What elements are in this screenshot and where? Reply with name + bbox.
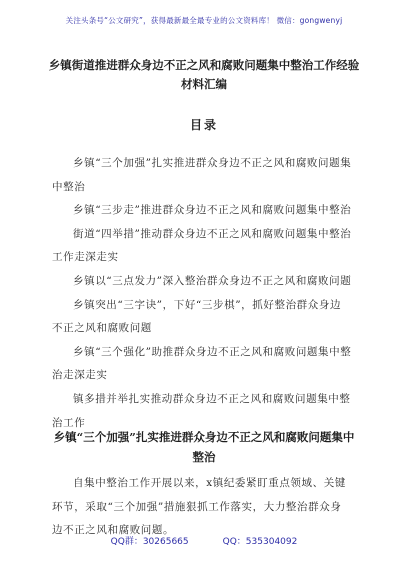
footer-qq: QQ：535304092 [222, 537, 298, 547]
toc-item[interactable]: 街道“四举措”推动群众身边不正之风和腐败问题集中整治工作走深走实 [52, 227, 352, 264]
toc-item[interactable]: 镇多措并举扎实推动群众身边不正之风和腐败问题集中整治工作 [52, 392, 351, 429]
body-paragraph: 自集中整治工作开展以来，x镇纪委紧盯重点领域、关键环节，采取“三个加强”措施狠抓工作落实，大力整治群众身边不正之风和腐败问题。 [52, 477, 346, 537]
toc-item[interactable]: 乡镇“三个加强”扎实推进群众身边不正之风和腐败问题集中整治 [52, 157, 352, 193]
section-title: 乡镇“三个加强”扎实推进群众身边不正之风和腐败问题集中整治 [53, 430, 355, 464]
toc-item[interactable]: 乡镇以“三点发力”深入整治群众身边不正之风和腐败问题 [73, 274, 352, 287]
toc-heading: 目录 [189, 118, 218, 132]
toc-item[interactable]: 乡镇“三个强化”助推群众身边不正之风和腐败问题集中整治走深走实 [52, 345, 352, 382]
document-title: 乡镇街道推进群众身边不正之风和腐败问题集中整治工作经验材料汇编 [48, 58, 360, 91]
toc-item[interactable]: 乡镇“三步走”推进群众身边不正之风和腐败问题集中整治 [73, 204, 352, 217]
footer-contact [0, 534, 408, 547]
header-note: 关注头条号“公文研究”，获得最新最全最专业的公文资料库！ 微信：gongwenyj [65, 16, 343, 25]
table-of-contents [52, 152, 352, 435]
footer-qq-group: QQ群：30265665 [110, 537, 189, 547]
toc-item[interactable]: 乡镇突出“三字诀”，下好“三步棋”，抓好整治群众身边不正之风和腐败问题 [52, 298, 342, 335]
